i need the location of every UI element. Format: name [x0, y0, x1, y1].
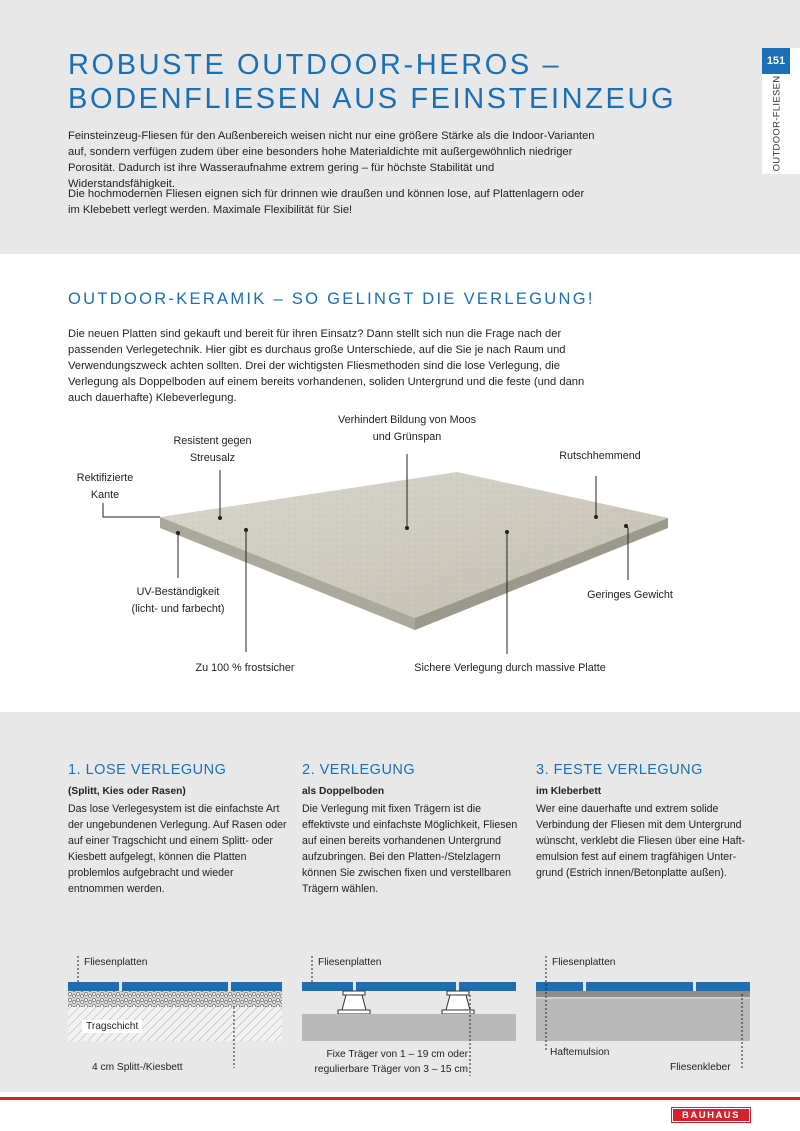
method-double	[302, 762, 522, 897]
section-paragraph: Die neuen Platten sind gekauft und bereit für ihren Einsatz? Dann stellt sich nun die Frage nach der passenden Verlegetechnik. Hier gibt es durchaus große Unterschiede, auf die Sie je nach Raum und Verwendungszweck achten sollten. Drei der wichtigsten Fliesmethoden sind die lose Verlegung, die Verlegung als Doppelboden auf einem bereits vorhandenen, soliden Untergrund und die feste (und dann auch dauerhafte) Klebeverlegung.	[68, 328, 585, 404]
support-2	[442, 991, 474, 1014]
feature-uv-line-1: UV-Beständigkeit	[136, 586, 220, 598]
method-fixed	[536, 762, 756, 881]
feature-uv	[108, 584, 248, 618]
feature-moss-line-1: Verhindert Bildung von Moos	[337, 414, 477, 426]
loose-bed-label: 4 cm Splitt-/Kiesbett	[92, 1062, 183, 1073]
footer-rule	[0, 1097, 800, 1100]
feature-salt-line-2: Streusalz	[189, 452, 235, 464]
support-1	[338, 991, 370, 1014]
tile-1	[302, 982, 353, 991]
fixed-adhesive-label: Fliesenkleber	[670, 1062, 731, 1073]
double-support-line-1: Fixe Träger von 1 – 19 cm oder	[326, 1049, 468, 1060]
method-loose-subtitle: (Splitt, Kies oder Rasen)	[68, 786, 186, 797]
double-support-label	[308, 1047, 468, 1077]
fixed-tiles-label: Fliesenplatten	[552, 957, 616, 968]
double-support-line-2: regulierbare Träger von 3 – 15 cm	[314, 1064, 468, 1075]
method-double-body: Die Verlegung mit fixen Trägern ist die effektivste und einfachste Möglichkeit, Fliesen auf einen bereits vorhandenen Untergrund aufzubringen. Bei den Platten-/Stelzlagern können Sie zwischen fixen und verstellbaren Trägern wählen.	[302, 803, 518, 895]
tile-1	[536, 982, 583, 991]
existing-ground	[302, 1014, 516, 1041]
feature-salt-line-1: Resistent gegen	[173, 435, 252, 447]
page-number: 151	[762, 48, 790, 74]
feature-edge-line-2: Kante	[90, 489, 120, 501]
cross-section-fixed	[536, 950, 750, 1080]
feature-moss-line-2: und Grünspan	[372, 431, 442, 443]
tile-3	[231, 982, 282, 991]
method-fixed-body: Wer eine dauerhafte und extrem solide Verbindung der Fliesen mit dem Untergrund wünscht, verklebt die Fliesen über eine Haft-emulsion fest auf einem tragfähigen Unter-grund (Estrich innen/Betonplatte außen).	[536, 803, 746, 879]
section-tab-label: OUTDOOR-FLIESEN	[771, 75, 783, 172]
cross-section-double	[302, 950, 516, 1080]
tile-2	[356, 982, 456, 991]
fixed-emulsion-label: Haftemulsion	[550, 1047, 610, 1058]
cross-section-fixed-drawing	[536, 950, 750, 1080]
feature-slip: Rutschhemmend	[559, 450, 641, 462]
method-double-subtitle: als Doppelboden	[302, 786, 385, 797]
method-fixed-title: 3. FESTE VERLEGUNG	[536, 762, 703, 778]
method-double-title: 2. VERLEGUNG	[302, 762, 416, 778]
intro-paragraph-2: Die hochmodernen Fliesen eignen sich für drinnen wie draußen und können lose, auf Plattenlagern oder im Klebebett verlegt werden. Maximale Flexibilität für Sie!	[68, 188, 585, 216]
feature-salt	[160, 433, 265, 467]
page-title-line-2: BODENFLIESEN AUS FEINSTEINZEUG	[68, 83, 677, 115]
gravel-bed	[68, 991, 282, 1007]
feature-edge-line-1: Rektifizierte	[76, 472, 134, 484]
cross-section-loose	[68, 950, 282, 1080]
feature-secure: Sichere Verlegung durch massive Platte	[414, 662, 606, 674]
feature-frost: Zu 100 % frostsicher	[195, 662, 295, 674]
section-heading: OUTDOOR-KERAMIK – SO GELINGT DIE VERLEGUNG!	[68, 290, 595, 308]
tile-3	[696, 982, 750, 991]
tile-1	[68, 982, 119, 991]
method-loose-title: 1. LOSE VERLEGUNG	[68, 762, 227, 778]
method-loose-body: Das lose Verlegesystem ist die einfachste Art der ungebundenen Verlegung. Auf Rasen oder auf einer Tragschicht und einem Splitt- oder Kiesbett aufgelegt, können die Platten problemlos aufgebracht und wieder entnommen werden.	[68, 803, 287, 895]
loose-tiles-label: Fliesenplatten	[84, 957, 148, 968]
page-title	[68, 48, 708, 116]
cross-section-loose-drawing	[68, 950, 282, 1080]
tile-2	[122, 982, 228, 991]
feature-edge	[60, 470, 150, 504]
intro-paragraph-1: Feinsteinzeug-Fliesen für den Außenbereich weisen nicht nur eine größere Stärke als die Indoor-Varianten auf, sondern verfügen zudem über eine besonders hohe Materialdichte mit außergewöhnlich niedriger Porosität. Dadurch ist ihre Wasseraufnahme extrem gering – für höchste Stabilität und Widerstandsfähigkeit.	[68, 130, 595, 190]
page-title-line-1: ROBUSTE OUTDOOR-HEROS –	[68, 49, 562, 81]
tile-diagram	[0, 400, 800, 700]
feature-uv-line-2: (licht- und farbecht)	[131, 603, 225, 615]
substrate	[536, 999, 750, 1041]
loose-base-label: Tragschicht	[82, 1020, 142, 1033]
double-tiles-label: Fliesenplatten	[318, 957, 382, 968]
brand-logo: BAUHAUS	[672, 1108, 750, 1122]
method-fixed-subtitle: im Kleberbett	[536, 786, 602, 797]
tile-3	[459, 982, 516, 991]
feature-moss	[322, 412, 492, 446]
feature-weight: Geringes Gewicht	[587, 589, 673, 601]
tile-2	[586, 982, 693, 991]
emulsion-layer	[536, 997, 750, 999]
method-loose	[68, 762, 288, 897]
adhesive-layer	[536, 991, 750, 997]
